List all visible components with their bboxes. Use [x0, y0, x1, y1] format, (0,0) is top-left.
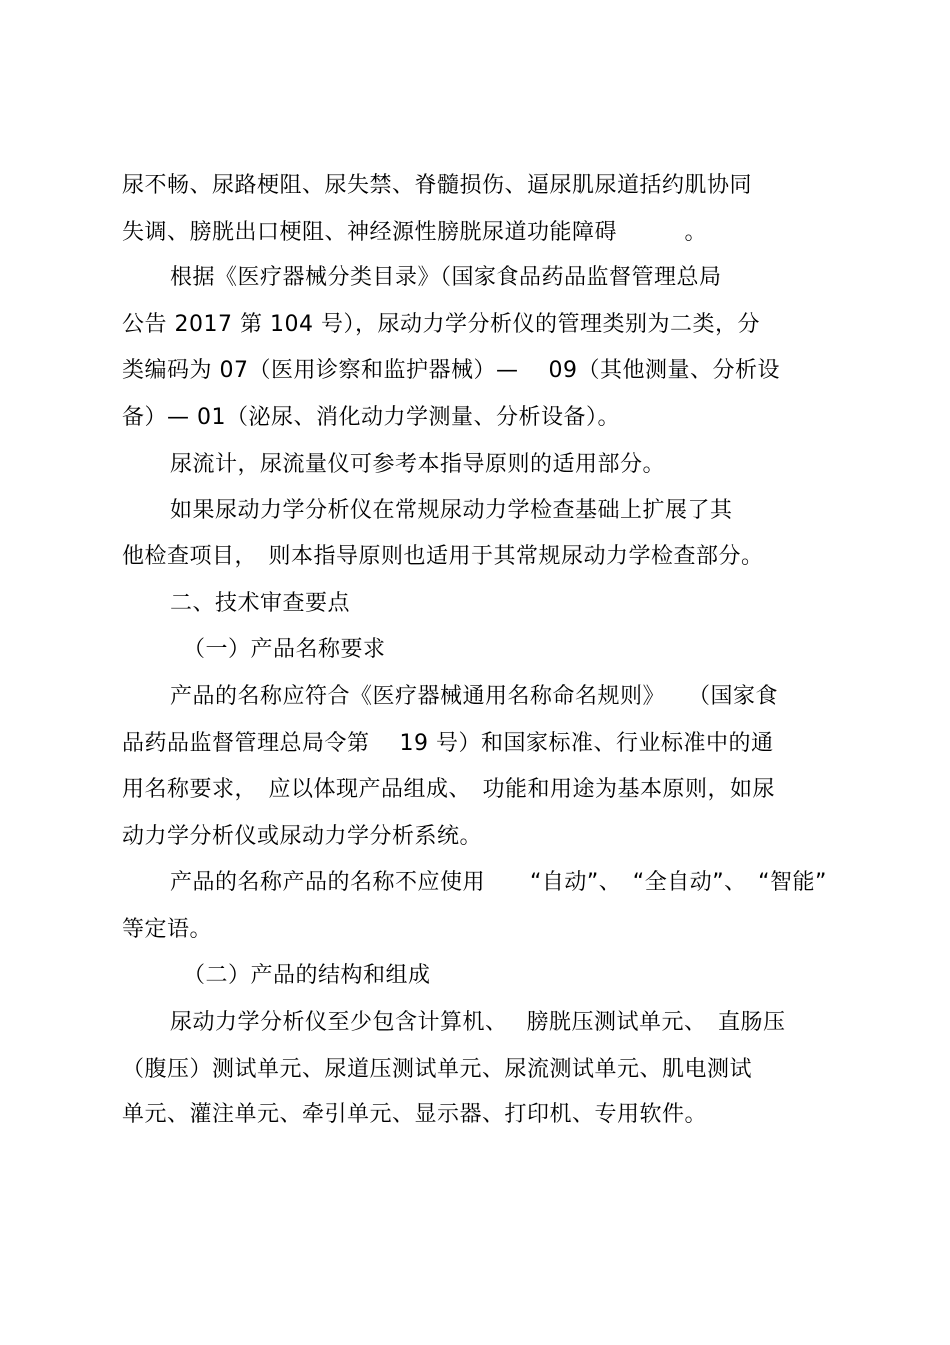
text-line-12: 产品的名称应符合《医疗器械通用名称命名规则》 （国家食: [170, 684, 779, 709]
subsection-heading-2: （二）产品的结构和组成: [183, 963, 431, 988]
text-line-13: 品药品监督管理总局令第 19 号）和国家标准、行业标准中的通: [122, 731, 774, 756]
section-heading: 二、技术审查要点: [170, 591, 351, 616]
text-line-21: 单元、灌注单元、牵引单元、显示器、打印机、专用软件。: [122, 1102, 708, 1127]
text-line-6: 备）— 01（泌尿、消化动力学测量、分析设备）。: [122, 405, 620, 430]
text-line-2: 失调、膀胱出口梗阻、神经源性膀胱尿道功能障碍 。: [122, 220, 708, 245]
text-line-19: 尿动力学分析仪至少包含计算机、 膀胱压测试单元、 直肠压: [170, 1010, 786, 1035]
text-line-15: 动力学分析仪或尿动力学分析系统。: [122, 824, 483, 849]
text-line-17: 等定语。: [122, 917, 213, 942]
text-line-9: 他检查项目， 则本指导原则也适用于其常规尿动力学检查部分。: [122, 544, 764, 569]
text-line-4: 公告 2017 第 104 号），尿动力学分析仪的管理类别为二类，分: [122, 312, 760, 337]
text-line-1: 尿不畅、尿路梗阻、尿失禁、脊髓损伤、逼尿肌尿道括约肌协同: [122, 173, 753, 198]
text-line-16: 产品的名称产品的名称不应使用 “自动”、 “全自动”、 “智能”: [170, 870, 827, 895]
text-line-20: （腹压）测试单元、尿道压测试单元、尿流测试单元、肌电测试: [122, 1057, 753, 1082]
text-line-8: 如果尿动力学分析仪在常规尿动力学检查基础上扩展了其: [170, 498, 733, 523]
text-line-7: 尿流计，尿流量仪可参考本指导原则的适用部分。: [170, 452, 666, 477]
text-line-5: 类编码为 07（医用诊察和监护器械）— 09（其他测量、分析设: [122, 358, 780, 383]
text-line-3: 根据《医疗器械分类目录》（国家食品药品监督管理总局: [170, 265, 722, 290]
text-line-14: 用名称要求， 应以体现产品组成、 功能和用途为基本原则，如尿: [122, 777, 776, 802]
subsection-heading-1: （一）产品名称要求: [183, 637, 386, 662]
